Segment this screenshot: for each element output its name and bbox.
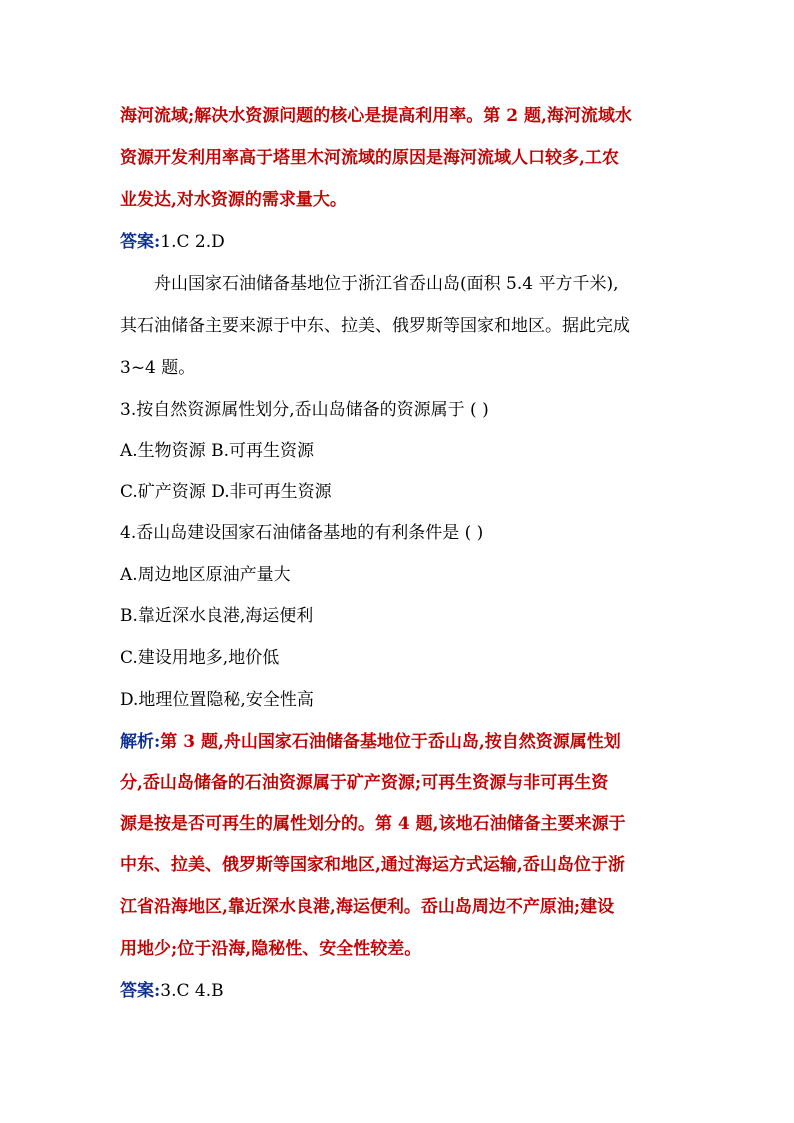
explanation-2-line-4: 中东、拉美、俄罗斯等国家和地区,通过海运方式运输,岙山岛位于浙 xyxy=(120,855,625,875)
question-4-option-c: C.建设用地多,地价低 xyxy=(120,648,280,668)
question-4-option-d: D.地理位置隐秘,安全性高 xyxy=(120,690,314,710)
explanation-2-line-1 xyxy=(120,730,690,754)
explanation-2-line-5: 江省沿海地区,靠近深水良港,海运便利。岙山岛周边不产原油;建设 xyxy=(120,897,615,917)
question-3-options-row-2: C.矿产资源 D.非可再生资源 xyxy=(120,482,332,502)
question-3-options-row-1: A.生物资源 B.可再生资源 xyxy=(120,441,314,461)
explanation-1-line-1: 海河流域;解决水资源问题的核心是提高利用率。第 2 题,海河流域水 xyxy=(120,106,632,126)
answer-2 xyxy=(120,979,690,1003)
answer-2-label: 答案: xyxy=(120,981,161,1001)
answer-1-label: 答案: xyxy=(120,232,161,252)
explanation-2-line-3: 源是按是否可再生的属性划分的。第 4 题,该地石油储备主要来源于 xyxy=(120,814,626,834)
answer-2-value: 3.C 4.B xyxy=(160,981,224,1001)
explanation-1-line-3: 业发达,对水资源的需求量大。 xyxy=(120,190,347,210)
question-4-stem: 4.岙山岛建设国家石油储备基地的有利条件是 ( ) xyxy=(120,523,484,543)
passage-line-1: 舟山国家石油储备基地位于浙江省岙山岛(面积 5.4 平方千米), xyxy=(154,274,619,294)
question-3-stem: 3.按自然资源属性划分,岙山岛储备的资源属于 ( ) xyxy=(120,400,489,420)
explanation-2-line-2: 分,岙山岛储备的石油资源属于矿产资源;可再生资源与非可再生资 xyxy=(120,773,609,793)
explanation-1-line-2: 资源开发利用率高于塔里木河流域的原因是海河流域人口较多,工农 xyxy=(120,148,619,168)
passage-line-3: 3~4 题。 xyxy=(120,358,196,378)
explanation-2-line-6: 用地少;位于沿海,隐秘性、安全性较差。 xyxy=(120,939,422,959)
question-4-option-b: B.靠近深水良港,海运便利 xyxy=(120,606,314,626)
explanation-2-line-1-text: 第 3 题,舟山国家石油储备基地位于岙山岛,按自然资源属性划 xyxy=(160,732,621,752)
answer-1-value: 1.C 2.D xyxy=(160,232,225,252)
explanation-2-label: 解析: xyxy=(120,732,161,752)
question-4-option-a: A.周边地区原油产量大 xyxy=(120,565,291,585)
answer-1 xyxy=(120,230,690,254)
passage-line-2: 其石油储备主要来源于中东、拉美、俄罗斯等国家和地区。据此完成 xyxy=(120,316,630,336)
